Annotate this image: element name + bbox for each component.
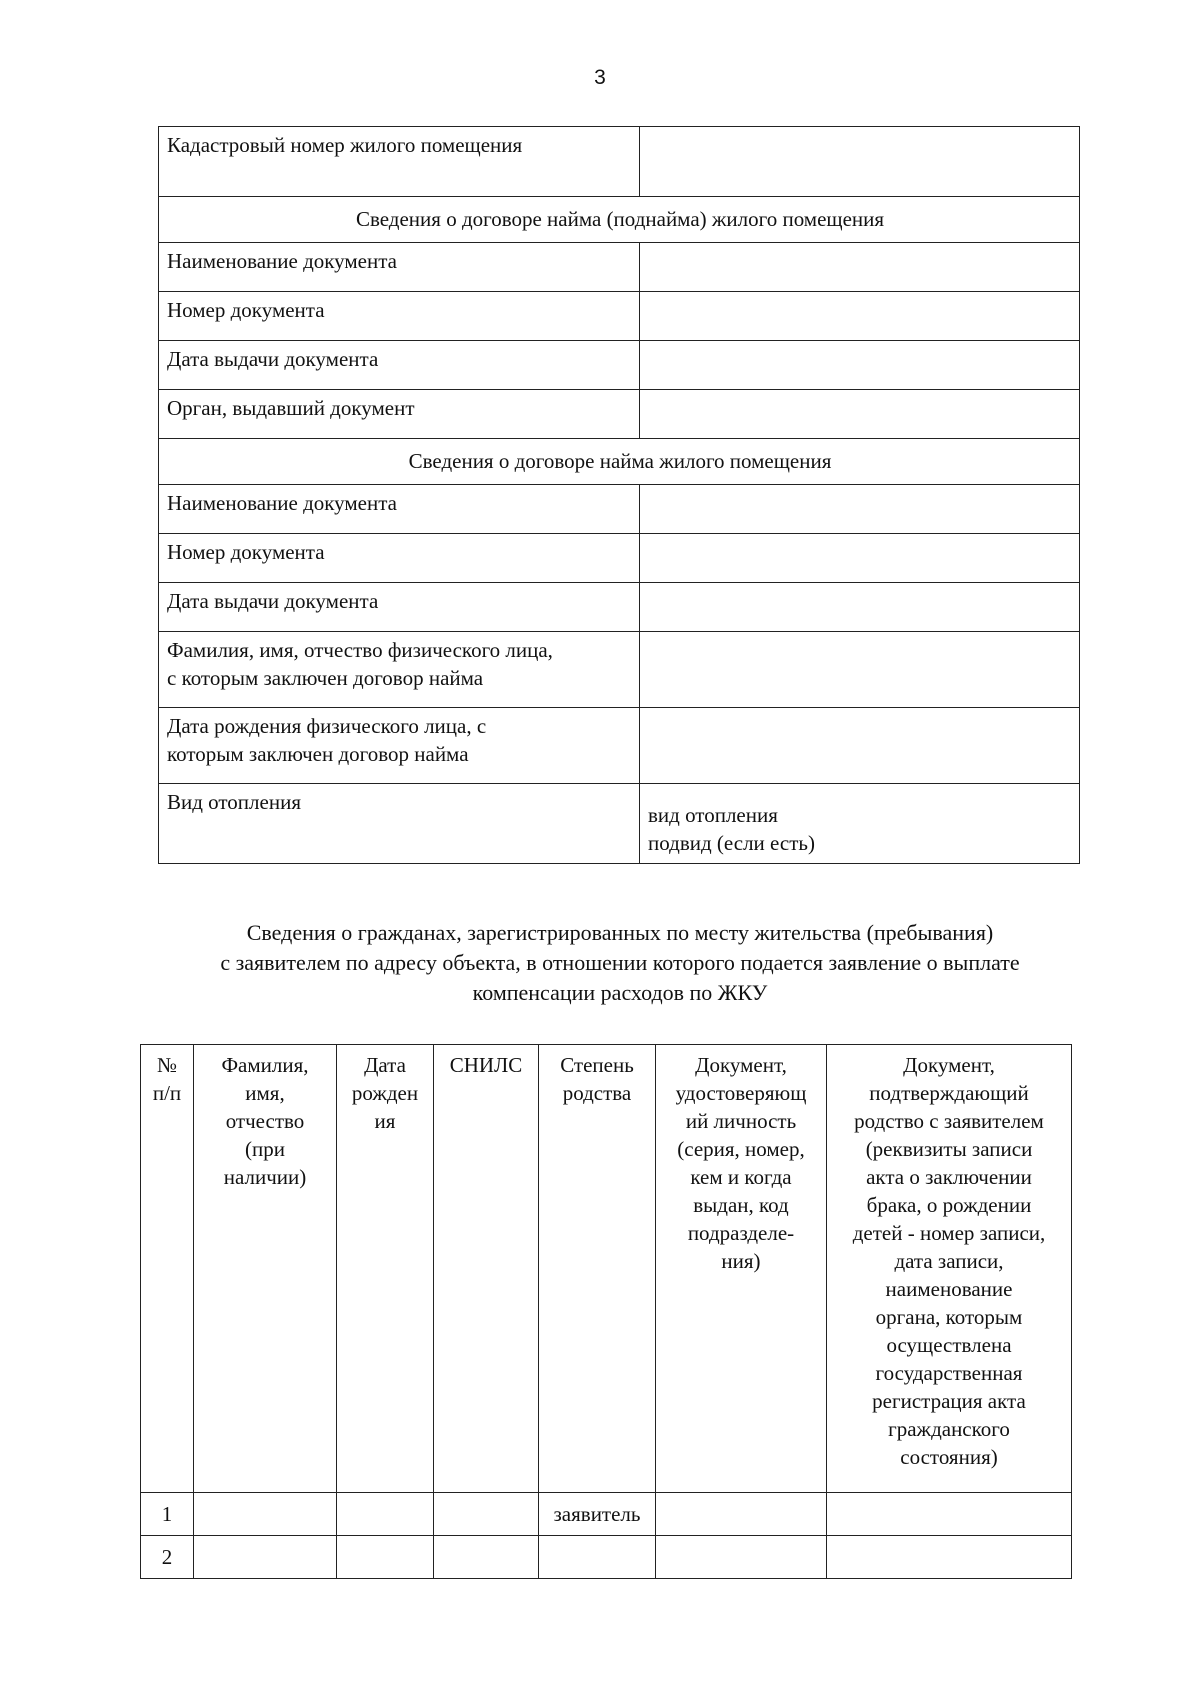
heating-label: Вид отопления xyxy=(159,784,640,864)
sublease-doc-number-value xyxy=(640,292,1080,341)
heating-value-line1: вид отопления xyxy=(648,803,778,827)
tenant-fio-label xyxy=(159,632,640,708)
header-kinship-document-line-2: подтверждающий xyxy=(869,1081,1029,1105)
row-relation: заявитель xyxy=(539,1493,656,1536)
sublease-doc-name-value xyxy=(640,243,1080,292)
lease-doc-date-label: Дата выдачи документа xyxy=(159,583,640,632)
row-fio xyxy=(194,1493,337,1536)
residents-table xyxy=(140,1044,1072,1579)
sublease-doc-name-label: Наименование документа xyxy=(159,243,640,292)
residents-heading-line1: Сведения о гражданах, зарегистрированных по месту жительства (пребывания) xyxy=(246,920,994,945)
header-id-document-line-1: Документ, xyxy=(695,1053,787,1077)
header-id-document-line-3: ий личность xyxy=(685,1109,797,1133)
tenant-dob-line1: Дата рождения физического лица, с xyxy=(167,714,487,738)
header-kinship-document xyxy=(827,1045,1072,1493)
header-kinship-document-line-8: дата записи, xyxy=(894,1249,1004,1273)
section-sublease-title: Сведения о договоре найма (поднайма) жилого помещения xyxy=(159,197,1080,243)
header-fio xyxy=(194,1045,337,1493)
header-kinship-document-line-12: государственная xyxy=(875,1361,1023,1385)
row-snils xyxy=(434,1493,539,1536)
tenant-dob-value xyxy=(640,708,1080,784)
row-id-document xyxy=(656,1493,827,1536)
tenant-fio-line2: с которым заключен договор найма xyxy=(167,666,484,690)
header-id-document xyxy=(656,1045,827,1493)
header-kinship-document-line-6: брака, о рождении xyxy=(866,1193,1032,1217)
header-fio-line-1: Фамилия, xyxy=(221,1053,309,1077)
header-kinship-document-line-7: детей - номер записи, xyxy=(852,1221,1046,1245)
table-row xyxy=(141,1493,1072,1536)
row-number: 2 xyxy=(141,1536,194,1579)
header-number-line-2: п/п xyxy=(152,1081,182,1105)
residents-header-row xyxy=(141,1045,1072,1493)
sublease-doc-number-label: Номер документа xyxy=(159,292,640,341)
sublease-doc-date-label: Дата выдачи документа xyxy=(159,341,640,390)
header-birth-date xyxy=(337,1045,434,1493)
header-kinship-document-line-5: акта о заключении xyxy=(866,1165,1032,1189)
row-id-document xyxy=(656,1536,827,1579)
header-birth-date-line-2: рожден xyxy=(351,1081,419,1105)
residents-heading xyxy=(150,918,1090,1008)
lease-doc-number-label: Номер документа xyxy=(159,534,640,583)
header-kinship-document-line-15: состояния) xyxy=(900,1445,998,1469)
row-relation xyxy=(539,1536,656,1579)
header-fio-line-5: наличии) xyxy=(223,1165,307,1189)
row-birth-date xyxy=(337,1493,434,1536)
sublease-doc-date-value xyxy=(640,341,1080,390)
lease-doc-number-value xyxy=(640,534,1080,583)
header-snils-line-1: СНИЛС xyxy=(449,1053,523,1077)
lease-doc-name-value xyxy=(640,485,1080,534)
row-snils xyxy=(434,1536,539,1579)
header-relation-line-2: родства xyxy=(562,1081,632,1105)
header-kinship-document-line-4: (реквизиты записи xyxy=(865,1137,1033,1161)
lease-doc-date-value xyxy=(640,583,1080,632)
header-kinship-document-line-1: Документ, xyxy=(903,1053,995,1077)
row-kinship-document xyxy=(827,1493,1072,1536)
header-kinship-document-line-11: осуществлена xyxy=(886,1333,1012,1357)
header-relation-line-1: Степень xyxy=(560,1053,634,1077)
row-kinship-document xyxy=(827,1536,1072,1579)
header-id-document-line-8: ния) xyxy=(721,1249,761,1273)
sublease-issuer-value xyxy=(640,390,1080,439)
header-kinship-document-line-14: гражданского xyxy=(888,1417,1010,1441)
housing-info-table xyxy=(158,126,1080,864)
header-kinship-document-line-9: наименование xyxy=(885,1277,1013,1301)
header-relation xyxy=(539,1045,656,1493)
cadastral-value xyxy=(640,127,1080,197)
header-fio-line-2: имя, xyxy=(245,1081,285,1105)
sublease-issuer-label: Орган, выдавший документ xyxy=(159,390,640,439)
header-number xyxy=(141,1045,194,1493)
header-fio-line-4: (при xyxy=(245,1137,285,1161)
tenant-dob-line2: которым заключен договор найма xyxy=(167,742,469,766)
heating-value-line2: подвид (если есть) xyxy=(648,831,815,855)
header-birth-date-line-1: Дата xyxy=(364,1053,406,1077)
section-lease-title: Сведения о договоре найма жилого помещения xyxy=(159,439,1080,485)
tenant-fio-value xyxy=(640,632,1080,708)
header-fio-line-3: отчество xyxy=(225,1109,305,1133)
header-id-document-line-5: кем и когда xyxy=(690,1165,792,1189)
header-id-document-line-2: удостоверяющ xyxy=(675,1081,807,1105)
header-kinship-document-line-13: регистрация акта xyxy=(872,1389,1026,1413)
header-id-document-line-6: выдан, код xyxy=(693,1193,789,1217)
tenant-dob-label xyxy=(159,708,640,784)
residents-heading-line3: компенсации расходов по ЖКУ xyxy=(472,980,768,1005)
header-number-line-1: № xyxy=(156,1053,178,1077)
table-row xyxy=(141,1536,1072,1579)
header-birth-date-line-3: ия xyxy=(374,1109,396,1133)
lease-doc-name-label: Наименование документа xyxy=(159,485,640,534)
tenant-fio-line1: Фамилия, имя, отчество физического лица, xyxy=(167,638,553,662)
header-snils xyxy=(434,1045,539,1493)
page-number: 3 xyxy=(594,66,606,89)
header-kinship-document-line-3: родство с заявителем xyxy=(854,1109,1044,1133)
row-birth-date xyxy=(337,1536,434,1579)
header-id-document-line-7: подразделе- xyxy=(687,1221,795,1245)
header-id-document-line-4: (серия, номер, xyxy=(677,1137,805,1161)
residents-heading-line2: с заявителем по адресу объекта, в отношении которого подается заявление о выплате xyxy=(220,950,1020,975)
row-fio xyxy=(194,1536,337,1579)
heating-value xyxy=(640,784,1080,864)
header-kinship-document-line-10: органа, которым xyxy=(875,1305,1023,1329)
row-number: 1 xyxy=(141,1493,194,1536)
cadastral-label: Кадастровый номер жилого помещения xyxy=(159,127,640,197)
